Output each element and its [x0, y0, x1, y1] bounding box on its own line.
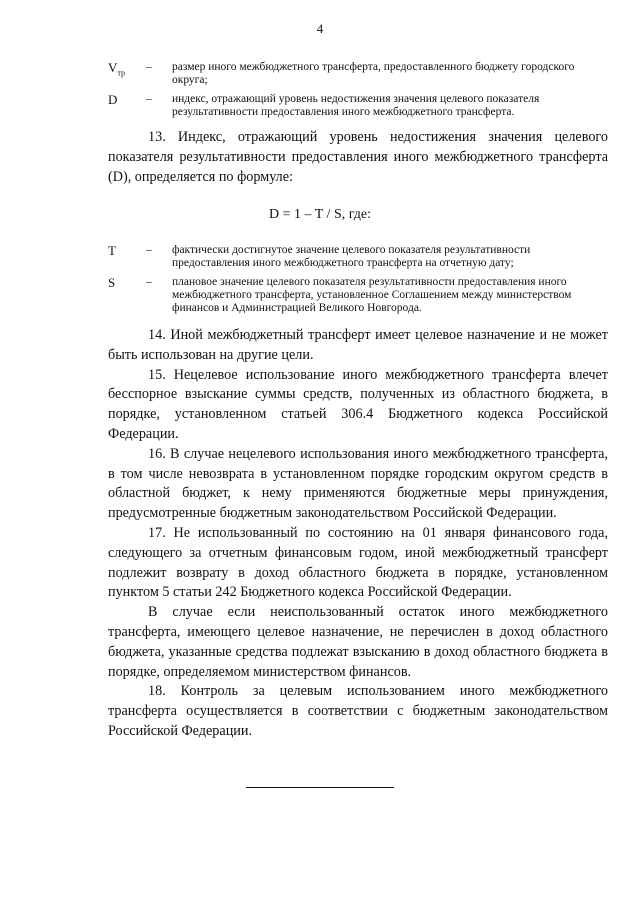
- paragraph-13-block: [108, 128, 608, 187]
- paragraph-16: 16. В случае нецелевого использования иного межбюджетного трансферта, в том числе невозврата в установленном порядке городским округом средств в областной бюджет, к нему применяются бюджетные меры принуждения, предусмотренные бюджетным законодательством Российской Федерации.: [108, 445, 608, 522]
- definitions-bottom: [108, 244, 598, 321]
- definition-symbol: T: [108, 243, 116, 258]
- definition-row: [108, 61, 598, 87]
- definition-text: плановое значение целевого показателя результативности предоставления иного межбюджетного трансферта, установленное Соглашением между министерством финансов и Администрацией Великого Новгорода.: [172, 276, 572, 314]
- definition-symbol: D: [108, 92, 118, 107]
- definition-dash: –: [146, 61, 152, 73]
- symbol-subscript: тр: [117, 68, 125, 78]
- definition-text: индекс, отражающий уровень недостижения значения целевого показателя результативности предоставления иного межбюджетного трансферта.: [172, 93, 540, 118]
- main-paragraphs: [108, 326, 608, 742]
- symbol-base: V: [108, 60, 118, 75]
- definition-symbol: S: [108, 275, 116, 290]
- paragraph-17-continued: В случае если неиспользованный остаток иного межбюджетного трансферта, имеющего целевое назначение, не перечислен в доход областного бюджета, указанные средства подлежат взысканию в доход областного бюджета в порядке, определяемом министерством финансов.: [108, 604, 608, 680]
- closing-rule: [246, 787, 394, 788]
- paragraph-14: 14. Иной межбюджетный трансферт имеет целевое назначение и не может быть использован на другие цели.: [108, 327, 608, 363]
- definition-dash: –: [146, 93, 152, 105]
- page-number: 4: [316, 21, 324, 36]
- definition-row: [108, 244, 598, 270]
- definition-dash: –: [146, 276, 152, 288]
- paragraph-13: 13. Индекс, отражающий уровень недостижения значения целевого показателя результативности предоставления иного межбюджетного трансферта (D), определяется по формуле:: [108, 129, 608, 185]
- paragraph-17: 17. Не использованный по состоянию на 01 января финансового года, следующего за отчетным финансовым годом, иной межбюджетный трансферт подлежит возврату в доход областного бюджета в порядке, установленном пунктом 5 статьи 242 Бюджетного кодекса Российской Федерации.: [108, 524, 608, 601]
- definition-row: [108, 93, 598, 119]
- definition-row: [108, 276, 598, 315]
- paragraph-18: 18. Контроль за целевым использованием иного межбюджетного трансферта осуществляется в соответствии с бюджетным законодательством Российской Федерации.: [108, 683, 608, 739]
- formula: D = 1 – T / S, где:: [269, 207, 371, 222]
- paragraph-15: 15. Нецелевое использование иного межбюджетного трансферта влечет бесспорное взыскание суммы средств, полученных из областного бюджета, в порядке, установленном статьей 306.4 Бюджетного кодекса Российской Федерации.: [108, 366, 608, 442]
- definition-symbol: [108, 61, 146, 87]
- definition-text: размер иного межбюджетного трансферта, предоставленного бюджету городского округа;: [172, 61, 575, 86]
- definition-dash: –: [146, 244, 152, 256]
- definition-text: фактически достигнутое значение целевого показателя результативности предоставления иного межбюджетного трансферта на отчетную дату;: [172, 244, 531, 269]
- definitions-top: [108, 61, 598, 125]
